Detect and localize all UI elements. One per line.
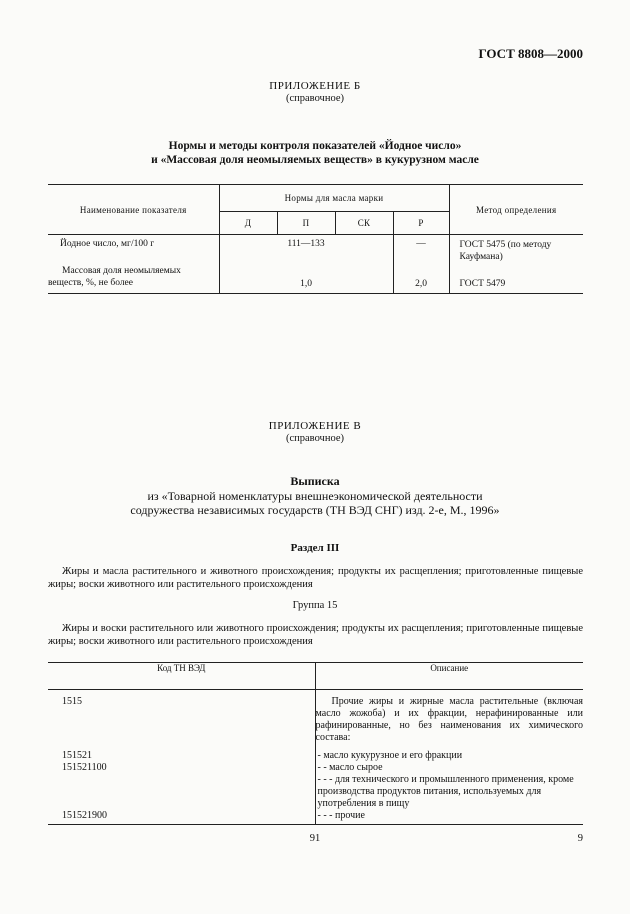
section-title: Раздел III [290,542,340,554]
col-desc-header: Описание [315,663,583,690]
row1-value-dpsk: 111—133 [219,235,393,264]
row2-name-line2: веществ, %, не более [48,278,133,288]
code-151521900: 151521900 [48,810,315,825]
row2-method: ГОСТ 5479 [449,263,583,294]
grade-d: Д [219,212,277,235]
row1-name: Йодное число, мг/100 г [48,235,219,264]
extract-line-2: содружества независимых государств (ТН ВЭД СНГ) изд. 2-е, М., 1996» [130,503,500,517]
row2-name [48,263,219,294]
page-number-right: 9 [577,833,583,844]
group-text: Жиры и воски растительного или животного происхождения; продукты их расщепления; приготовленные пищевые жиры; воски животного или растительного происхождения [48,623,583,647]
appendix-b-heading-1: Нормы и методы контроля показателей «Йодное число» [168,140,462,152]
desc-1515: Прочие жиры и жирные масла растительные (включая масло жожоба) и их фракции, нерафинированные или рафинированные, но без наименования их химического состава: [315,696,583,743]
desc-other: - - - прочие [315,810,583,825]
norms-table [48,184,583,294]
appendix-b-subtitle: (справочное) [286,93,344,104]
col-norms-header: Нормы для масла марки [219,185,449,212]
row1-method: ГОСТ 5475 (по методу Кауфмана) [459,240,552,262]
appendix-v-subtitle: (справочное) [286,433,344,444]
extract-title: Выписка [290,474,340,488]
group-title: Группа 15 [292,600,338,611]
grade-sk: СК [335,212,393,235]
extract-line-1: из «Товарной номенклатуры внешнеэкономической деятельности [147,489,483,503]
desc-technical: - - - для технического и промышленного применения, кроме производства продуктов питания, используемых для употребления в пищу [317,774,574,809]
appendix-b-heading-2: и «Массовая доля неомыляемых веществ» в кукурузном масле [151,154,479,166]
col-indicator-header: Наименование показателя [48,185,219,235]
desc-151521: - масло кукурузное и его фракции [317,750,463,761]
section-text: Жиры и масла растительного и животного происхождения; продукты их расщепления; приготовленные пищевые жиры; воски животного или растительного происхождения [48,566,583,590]
grade-p: П [277,212,335,235]
code-empty [48,774,315,810]
row2-value-dpsk: 1,0 [219,263,393,294]
col-code-header: Код ТН ВЭД [48,663,315,690]
page-number-center: 91 [309,833,321,844]
col-method-header: Метод определения [449,185,583,235]
appendix-v-title: ПРИЛОЖЕНИЕ В [268,420,362,432]
code-151521100: 151521100 [48,762,315,774]
desc-151521100: - - масло сырое [317,762,383,773]
row2-name-line1: Массовая доля неомыляемых [62,266,181,276]
grade-r: Р [393,212,449,235]
standard-number: ГОСТ 8808—2000 [478,46,583,61]
row2-value-r: 2,0 [393,263,449,294]
code-151521: 151521 [48,750,315,762]
appendix-b-title: ПРИЛОЖЕНИЕ Б [269,80,361,92]
code-1515: 1515 [48,690,315,751]
tn-ved-table [48,662,583,825]
row1-value-r: — [393,235,449,264]
